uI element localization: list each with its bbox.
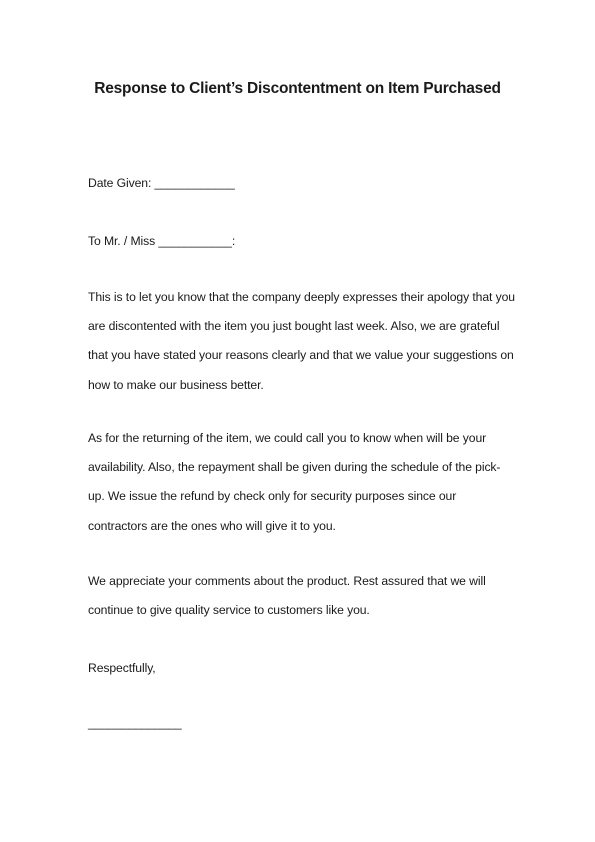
- paragraph-line: up. We issue the refund by check only for security purposes since our: [88, 489, 457, 504]
- paragraph-returning: [88, 424, 508, 541]
- recipient-line: To Mr. / Miss ___________:: [88, 234, 236, 248]
- paragraph-appreciation: [88, 567, 508, 625]
- date-line: Date Given: ____________: [88, 176, 235, 190]
- signature-line: ______________: [88, 716, 182, 730]
- paragraph-line: availability. Also, the repayment shall be given during the schedule of the pick-: [88, 460, 501, 475]
- paragraph-line: continue to give quality service to customers like you.: [88, 603, 370, 618]
- paragraph-line: contractors are the ones who will give it to you.: [88, 518, 336, 533]
- paragraph-line: are discontented with the item you just bought last week. Also, we are grateful: [88, 319, 500, 334]
- closing-text: Respectfully,: [88, 661, 156, 675]
- paragraph-line: As for the returning of the item, we could call you to know when will be your: [88, 431, 487, 445]
- paragraph-apology: [88, 283, 515, 400]
- document-title: Response to Client’s Discontentment on Item Purchased: [94, 80, 501, 97]
- paragraph-line: This is to let you know that the company deeply expresses their apology that you: [88, 290, 515, 304]
- paragraph-line: We appreciate your comments about the product. Rest assured that we will: [88, 574, 486, 588]
- paragraph-line: that you have stated your reasons clearly and that we value your suggestions on: [88, 348, 514, 363]
- paragraph-line: how to make our business better.: [88, 377, 264, 392]
